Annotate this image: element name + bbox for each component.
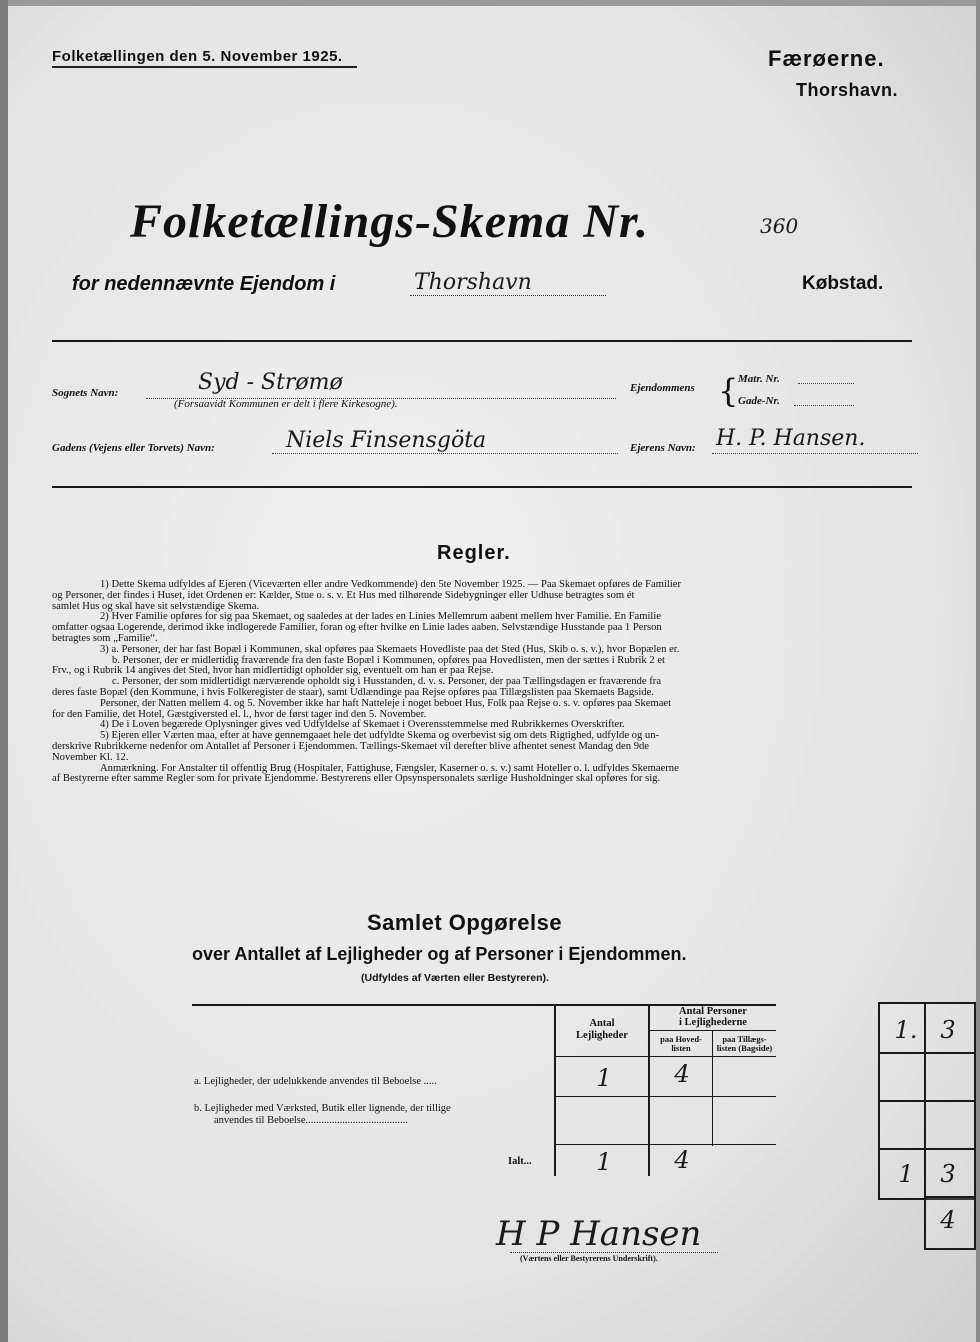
census-date-underline <box>52 66 357 68</box>
note-b: af Bestyrerne efter samme Regler som for private Ejendomme. Bestyrerens eller Opsynspersonalets særlige Husholdninger skal opføres for sig. <box>52 773 661 785</box>
table-row-rule-1 <box>554 1096 776 1097</box>
form-title: Folketællings-Skema Nr. <box>130 195 650 248</box>
tally-r1-c2: 3 <box>940 1016 956 1044</box>
divider-rule-top <box>52 340 912 342</box>
parish-note: (Forsaavidt Kommunen er delt i flere Kirkesogne). <box>174 398 398 410</box>
signature-line <box>510 1252 718 1253</box>
col-persons-1: Antal Personer <box>679 1006 747 1017</box>
scan-border-top <box>0 0 980 6</box>
region-name: Færøerne. <box>768 46 885 71</box>
tally-r3-c1: 1 <box>898 1160 914 1188</box>
row-total-label: Ialt... <box>508 1156 532 1167</box>
gade-dotted-line <box>794 405 854 406</box>
parish-value: Syd - Strømø <box>198 370 343 395</box>
scan-border-left <box>0 0 8 1342</box>
rules-text <box>52 580 914 785</box>
brace-icon: { <box>718 372 739 410</box>
rule-3e: deres faste Bopæl (den Kommune, i hvis Folkeregister de staar), samt Udlændinge paa Rejse opføres paa Tillægslisten paa Skemaets Bagside. <box>52 686 654 698</box>
summary-title: Samlet Opgørelse <box>367 910 563 935</box>
rules-title: Regler. <box>437 542 511 564</box>
col-supp-list-1: paa Tillægs- <box>722 1034 767 1044</box>
col-apartments-1: Antal <box>589 1018 615 1029</box>
col-main-list-2: listen <box>671 1043 691 1053</box>
tally-hline-1 <box>878 1052 974 1054</box>
row-b-label-2: anvendes til Beboelse....................................... <box>214 1115 408 1126</box>
rule-3f: Personer, der Natten mellem 4. og 5. November ikke har haft Natteleje i noget beboet Hus, Folk paa Rejse o. s. v. opføres paa Skemaet <box>100 697 672 709</box>
parish-label: Sognets Navn: <box>52 387 119 399</box>
owner-dotted-line <box>712 453 918 454</box>
cell-a-apartments: 1 <box>596 1064 612 1092</box>
table-subhead-rule <box>648 1030 776 1031</box>
rule-1a: 1) Dette Skema udfyldes af Ejeren (Viceværten eller andre Vedkommende) den 5te November 1925. — Paa Skemaet opføres de Familier <box>100 579 682 590</box>
matr-dotted-line <box>798 383 854 384</box>
rule-2c: betragtes som „Familie“. <box>52 632 158 644</box>
rule-3c: Frv., og i Rubrik 14 angives det Sted, hvor han midlertidigt opholder sig, eventuelt om han er paa Rejse. <box>52 665 494 677</box>
rule-1c: samlet Hus og skal have sit selvstændige Skema. <box>52 600 260 612</box>
owner-value: H. P. Hansen. <box>716 426 866 451</box>
col-apartments-2: Lejligheder <box>576 1030 628 1041</box>
rule-2b: omfatter ogsaa Logerende, derimod ikke indlogerede Familier, foran og efter hvilke en Linie lades aaben. Selvstændige Husstande paa 1 Person <box>52 622 662 634</box>
cell-a-main-list: 4 <box>674 1060 690 1088</box>
rule-5b: derskrive Rubrikkerne nedenfor om Antallet af Personer i Ejendommen. Tællings-Skemaet vil derefter blive afhentet senest Mandag den 9de <box>52 740 649 752</box>
street-dotted-line <box>272 453 618 454</box>
col-persons-2: i Lejlighederne <box>679 1017 747 1028</box>
rule-1b: og Personer, der findes i Huset, idet Ordenen er: Kælder, Stue o. s. v. Et Hus med tilhørende Sidebygninger eller Udhuse betragtes som ét <box>52 589 635 601</box>
rule-5a: 5) Ejeren eller Værten maa, efter at have gennemgaaet hele det udfyldte Skema og overbevist sig om dets Rigtighed, udfylde og un- <box>100 730 660 742</box>
col-supp-list-2: listen (Bagside) <box>716 1044 773 1053</box>
cell-total-main-list: 4 <box>674 1146 690 1174</box>
rule-2a: 2) Hver Familie opføres for sig paa Skemaet, og saaledes at der lades en Linies Mellemrum aabent mellem hver Familie. En Familie <box>100 611 662 623</box>
scan-border-right <box>976 0 980 1342</box>
rule-5c: November Kl. 12. <box>52 751 129 763</box>
note-a: Anmærkning. For Anstalter til offentlig Brug (Hospitaler, Fattighuse, Fængsler, Kaserner o. s. v.) samt Hoteller o. l. udfyldes Skemaerne <box>100 762 679 774</box>
signature-caption: (Værtens eller Bestyrerens Underskrift). <box>520 1254 658 1263</box>
gade-label: Gade-Nr. <box>738 395 780 407</box>
summary-subtitle: over Antallet af Lejligheder og af Personer i Ejendommen. <box>192 944 687 964</box>
tally-r1-c1: 1. <box>894 1016 918 1044</box>
summary-note: (Udfyldes af Værten eller Bestyreren). <box>361 972 549 984</box>
street-label: Gadens (Vejens eller Torvets) Navn: <box>52 442 215 454</box>
town-name: Thorshavn. <box>796 80 899 100</box>
tally-hline-3 <box>878 1148 974 1150</box>
rule-3g: for den Familie, det Hotel, Gæstgiversted el. l., hvor de først tager ind den 5. November. <box>52 708 427 720</box>
matr-label: Matr. Nr. <box>738 373 780 385</box>
divider-rule-mid <box>52 486 912 488</box>
town-handwritten: Thorshavn <box>414 270 532 295</box>
tally-hline-2 <box>878 1100 974 1102</box>
rule-4: 4) De i Loven begærede Oplysninger gives ved Udfyldelse af Skemaet i Overensstemmelse med Rubrikkernes Overskrifter. <box>100 719 625 731</box>
rule-3d: c. Personer, der som midlertidigt nærværende opholdt sig i Husstanden, d. v. s. Personer, der paa Tællingsdagen er fraværende fra <box>112 676 662 688</box>
tally-r4-c2: 4 <box>940 1206 956 1234</box>
table-row-rule-2 <box>554 1144 776 1145</box>
form-number: 360 <box>760 214 799 238</box>
property-label: Ejendommens <box>630 382 695 394</box>
census-date: Folketællingen den 5. November 1925. <box>52 48 343 65</box>
row-a-label: a. Lejligheder, der udelukkende anvendes til Beboelse ..... <box>194 1076 437 1087</box>
col-main-list-1: paa Hoved- <box>660 1034 702 1044</box>
town-dotted-line <box>410 295 606 296</box>
signature: H P Hansen <box>496 1214 702 1254</box>
subtitle-right: Købstad. <box>802 273 884 294</box>
tally-r3-c2: 3 <box>940 1160 956 1188</box>
row-b-label-1: b. Lejligheder med Værksted, Butik eller lignende, der tillige <box>194 1103 451 1114</box>
rule-3a: 3) a. Personer, der har fast Bopæl i Kommunen, skal opføres paa Skemaets Hovedliste paa det Sted (Hus, Skib o. s. v.), hvor Bopælen er. <box>100 643 680 655</box>
cell-total-apartments: 1 <box>596 1148 612 1176</box>
table-head-rule <box>554 1056 776 1057</box>
owner-label: Ejerens Navn: <box>630 442 696 454</box>
rule-3b: b. Personer, der er midlertidig fraværende fra den faste Bopæl i Kommunen, opføres paa Hovedlisten, men der sættes i Rubrik 2 et <box>112 654 665 666</box>
street-value: Niels Finsensgöta <box>286 428 487 453</box>
subtitle-left: for nedennævnte Ejendom i <box>72 273 336 295</box>
